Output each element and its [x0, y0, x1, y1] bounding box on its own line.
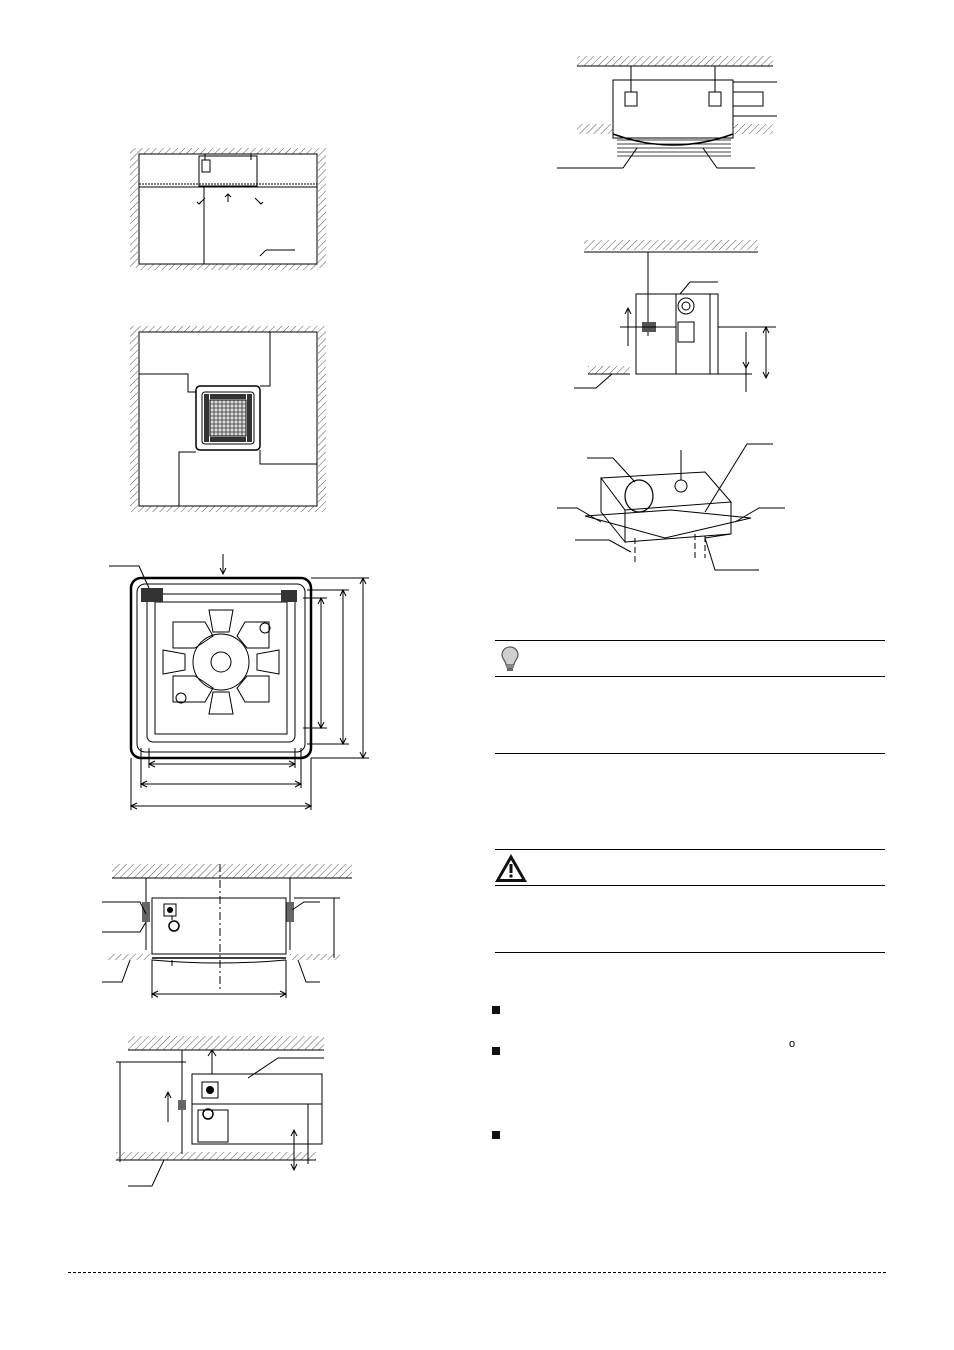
- warning-triangle-icon: [493, 852, 529, 884]
- caution-top-rule: [495, 849, 885, 850]
- caution-bottom-rule: [495, 952, 885, 953]
- figure-room-plan: [130, 322, 326, 514]
- lightbulb-icon: [500, 645, 520, 673]
- footer-divider: [68, 1272, 886, 1273]
- caution-header-rule: [495, 885, 885, 886]
- figure-suspension-front: [100, 862, 360, 1002]
- note-top-rule: [495, 640, 885, 641]
- figure-hanging-bolt: [570, 236, 784, 396]
- figure-panel-dimensions: [105, 552, 375, 820]
- figure-suspension-side: [108, 1034, 330, 1194]
- figure-unit-panel-install: [555, 52, 785, 182]
- square-bullet-icon: [492, 1131, 500, 1139]
- note-bottom-rule: [495, 753, 885, 754]
- note-header-rule: [495, 676, 885, 677]
- figure-unit-isometric: [555, 438, 789, 574]
- degree-symbol: o: [789, 1038, 796, 1050]
- square-bullet-icon: [492, 1047, 500, 1055]
- figure-room-section: [130, 146, 326, 272]
- square-bullet-icon: [492, 1006, 500, 1014]
